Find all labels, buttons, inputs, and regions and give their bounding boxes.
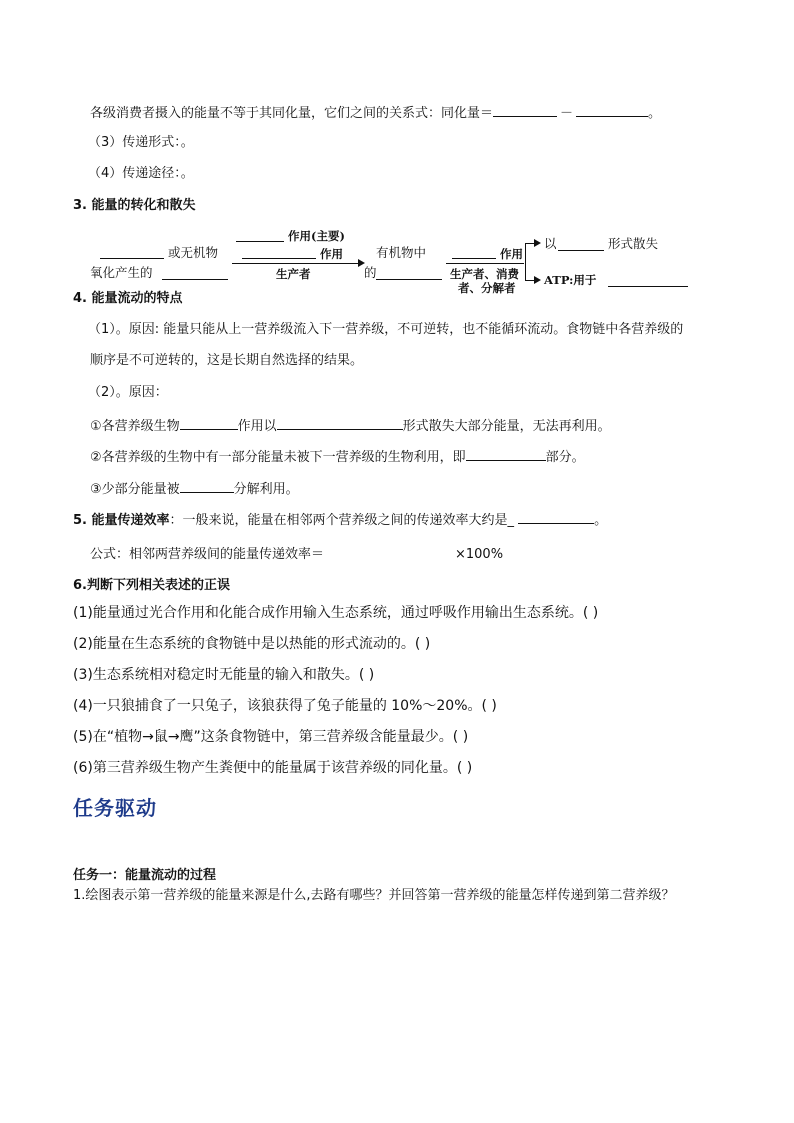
diagram-label-organisms-1: 生产者、消费 <box>450 267 519 281</box>
diagram-label-with: 以 <box>544 236 557 251</box>
task-1-question: 1.绘图表示第一营养级的能量来源是什么,去路有哪些？并回答第一营养级的能量怎样传递到第二营养级？ <box>73 888 675 903</box>
reason-text: ②各营养级的生物中有一部分能量未被下一营养级的生物利用，即 <box>90 450 466 465</box>
diagram-label-organic: 有机物中 <box>376 245 427 260</box>
blank-field[interactable] <box>242 258 316 259</box>
reason-text: ③少部分能量被 <box>90 482 180 497</box>
assimilation-relation-line <box>90 102 661 123</box>
judgement-item: (2)能量在生态系统的食物链中是以热能的形式流动的。( ) <box>73 636 431 652</box>
judgement-item: (5)在“植物→鼠→鹰”这条食物链中，第三营养级含能量最少。( ) <box>73 729 469 745</box>
arrowhead <box>534 276 541 284</box>
period: 。 <box>594 513 608 528</box>
reason-text: 作用以 <box>237 419 277 434</box>
blank-field[interactable] <box>558 250 604 251</box>
blank-field[interactable] <box>518 509 594 524</box>
blank-field[interactable] <box>493 102 557 117</box>
diagram-label-organisms-2: 者、分解者 <box>458 281 516 295</box>
diagram-label-heat-loss: 形式散失 <box>608 236 659 251</box>
minus-sign: － <box>560 106 574 121</box>
blank-field[interactable] <box>162 279 228 280</box>
efficiency-text: ：一般来说，能量在相邻两个营养级之间的传递效率大约是_ <box>169 513 519 528</box>
judgement-item: (3)生态系统相对稳定时无能量的输入和散失。( ) <box>73 667 375 683</box>
blank-field[interactable] <box>608 286 688 287</box>
diagram-label-of: 的 <box>364 265 377 280</box>
reason-text: 部分。 <box>545 450 585 465</box>
judgement-item: (6)第三营养级生物产生粪便中的能量属于该营养级的同化量。( ) <box>73 760 473 776</box>
section-6-title: 6.判断下列相关表述的正误 <box>73 578 230 593</box>
transfer-form-line: （3）传递形式：。 <box>88 135 194 150</box>
relation-text: 各级消费者摄入的能量不等于其同化量，它们之间的关系式：同化量＝ <box>90 106 494 121</box>
blank-field[interactable] <box>376 279 442 280</box>
diagram-label-inorganic: 或无机物 <box>168 245 219 260</box>
formula-percent: ×100% <box>455 547 504 562</box>
blank-field[interactable] <box>466 446 546 461</box>
reason-text: 分解利用。 <box>233 482 299 497</box>
task-heading: 任务驱动 <box>73 796 157 820</box>
transfer-path-line: （4）传递途径：。 <box>88 166 194 181</box>
blank-field[interactable] <box>180 415 238 430</box>
diagram-label-atp: ATP:用于 <box>544 273 597 287</box>
characteristic-1-line-a: （1）。原因: 能量只能从上一营养级流入下一营养级，不可逆转，也不能循环流动。食物链中各营养级的 <box>88 322 684 337</box>
section-5-title: 5. 能量传递效率 <box>73 513 170 528</box>
diagram-label-effect-main: 作用(主要) <box>288 229 345 243</box>
blank-field[interactable] <box>576 102 648 117</box>
diagram-label-producer: 生产者 <box>276 267 311 281</box>
arrowhead <box>534 239 541 247</box>
section-3-title: 3. 能量的转化和散失 <box>73 198 196 213</box>
reason-1-line <box>90 415 611 436</box>
arrow-line <box>446 263 524 264</box>
blank-field[interactable] <box>180 478 234 493</box>
branch-bracket <box>525 243 526 280</box>
section-4-title: 4. 能量流动的特点 <box>73 291 183 306</box>
characteristic-1-line-b: 顺序是不可逆转的，这是长期自然选择的结果。 <box>90 353 364 368</box>
judgement-item: (1)能量通过光合作用和化能合成作用输入生态系统，通过呼吸作用输出生态系统。( ) <box>73 605 599 621</box>
blank-field[interactable] <box>452 258 496 259</box>
diagram-label-effect: 作用 <box>320 247 343 261</box>
diagram-label-effect-2: 作用 <box>500 247 523 261</box>
reason-text: ①各营养级生物 <box>90 419 180 434</box>
formula-line <box>90 546 324 564</box>
diagram-label-oxidation: 氧化产生的 <box>90 265 153 280</box>
efficiency-line <box>73 509 607 530</box>
reason-2-line <box>90 446 585 467</box>
blank-field[interactable] <box>100 258 164 259</box>
arrow-line <box>232 263 360 264</box>
blank-field[interactable] <box>277 415 403 430</box>
reason-3-line <box>90 478 299 499</box>
reason-text: 形式散失大部分能量，无法再利用。 <box>402 419 611 434</box>
judgement-item: (4)一只狼捕食了一只兔子，该狼获得了兔子能量的 10%～20%。( ) <box>73 698 497 714</box>
blank-field[interactable] <box>236 241 284 242</box>
period: 。 <box>648 106 662 121</box>
characteristic-2-line: （2）。原因： <box>88 385 168 400</box>
formula-text: 公式：相邻两营养级间的能量传递效率＝ <box>90 547 325 562</box>
task-1-title: 任务一：能量流动的过程 <box>73 868 217 883</box>
